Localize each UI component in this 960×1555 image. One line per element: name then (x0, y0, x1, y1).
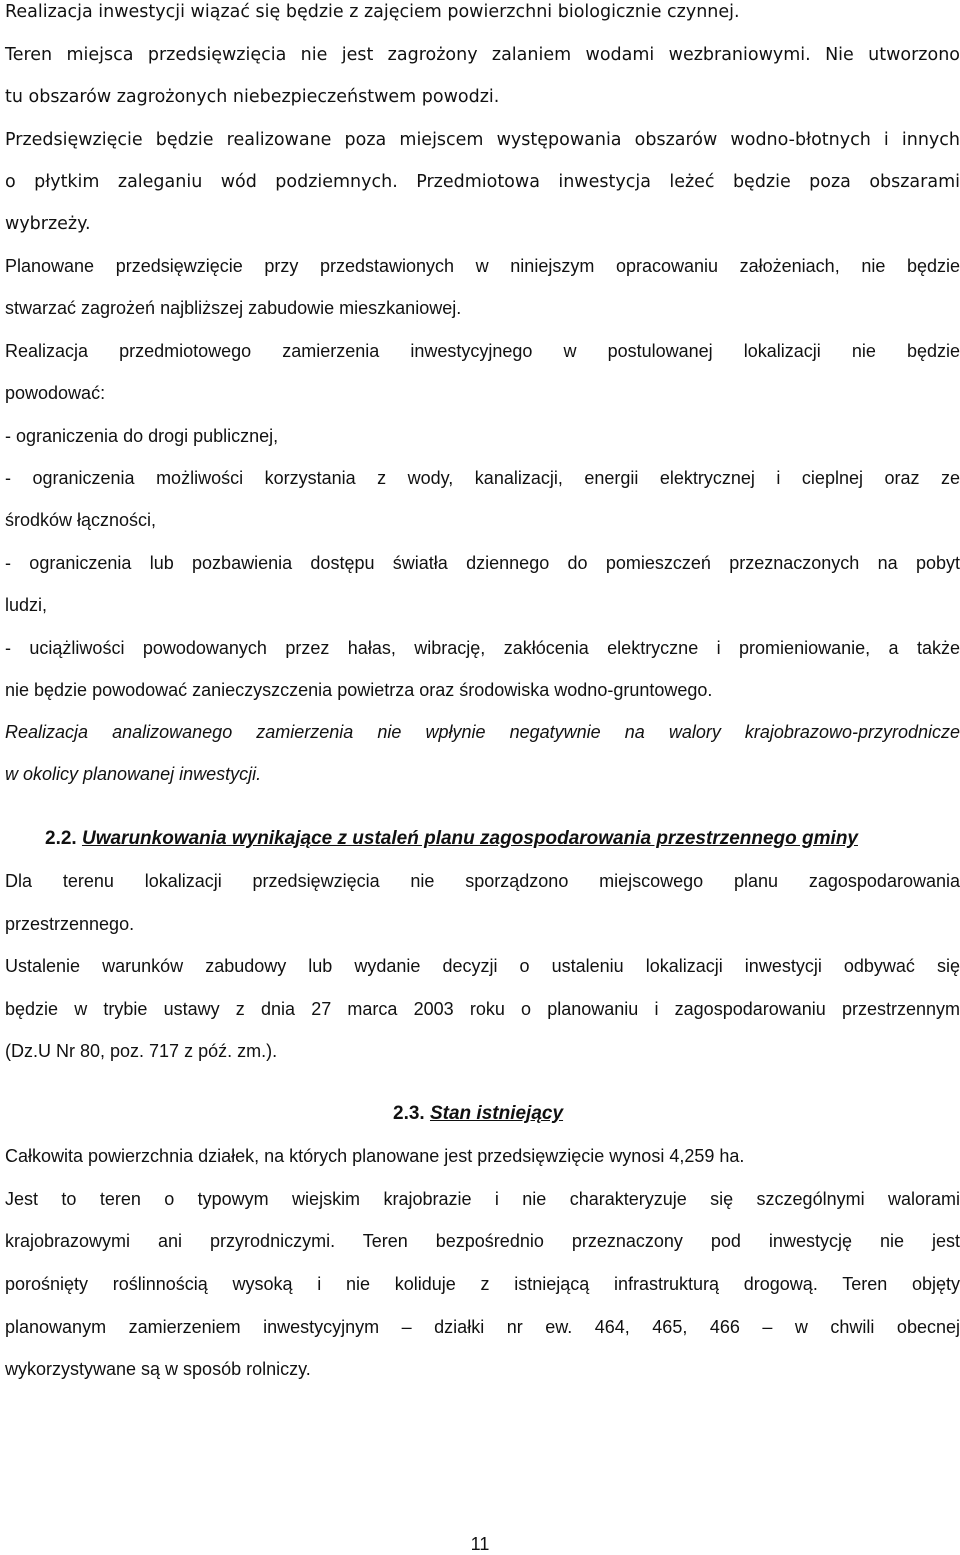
paragraph-line: Ustalenie warunków zabudowy lub wydanie decyzji o ustaleniu lokalizacji inwestycji odbywać się (5, 956, 960, 976)
paragraph-line: Całkowita powierzchnia działek, na których planowane jest przedsięwzięcie wynosi 4,259 ha. (5, 1146, 745, 1166)
paragraph-line: o płytkim zaleganiu wód podziemnych. Przedmiotowa inwestycja leżeć będzie poza obszarami (5, 172, 960, 192)
paragraph-line: stwarzać zagrożeń najbliższej zabudowie mieszkaniowej. (5, 298, 462, 318)
paragraph-line: Realizacja inwestycji wiązać się będzie z zajęciem powierzchni biologicznie czynnej. (5, 2, 740, 22)
paragraph-line: Realizacja analizowanego zamierzenia nie wpłynie negatywnie na walory krajobrazowo-przyrodnicze (5, 722, 960, 742)
list-item: - ograniczenia możliwości korzystania z wody, kanalizacji, energii elektrycznej i cieplnej oraz ze (5, 468, 960, 488)
page-number: 11 (470, 1534, 490, 1554)
paragraph-line: w okolicy planowanej inwestycji. (5, 764, 262, 784)
list-item: - ograniczenia lub pozbawienia dostępu światła dziennego do pomieszczeń przeznaczonych na pobyt (5, 553, 960, 573)
paragraph-line: porośnięty roślinnością wysoką i nie koliduje z istniejącą infrastrukturą drogową. Teren objęty (5, 1274, 960, 1294)
section-heading-2-2 (45, 828, 858, 850)
paragraph-line: Dla terenu lokalizacji przedsięwzięcia nie sporządzono miejscowego planu zagospodarowania (5, 871, 960, 891)
paragraph-line: Realizacja przedmiotowego zamierzenia inwestycyjnego w postulowanej lokalizacji nie będzie (5, 341, 960, 361)
paragraph-line: tu obszarów zagrożonych niebezpieczeństwem powodzi. (5, 87, 500, 107)
section-title: Uwarunkowania wynikające z ustaleń planu zagospodarowania przestrzennego gminy (81, 828, 858, 849)
paragraph-line: krajobrazowymi ani przyrodniczymi. Teren bezpośrednio przeznaczony pod inwestycję nie jest (5, 1231, 960, 1251)
section-title: Stan istniejący (429, 1103, 564, 1124)
paragraph-line: powodować: (5, 383, 106, 403)
list-item-continuation: środków łączności, (5, 510, 157, 530)
paragraph-line: Teren miejsca przedsięwzięcia nie jest zagrożony zalaniem wodami wezbraniowymi. Nie utworzono (5, 45, 960, 65)
list-item: - uciążliwości powodowanych przez hałas, wibrację, zakłócenia elektryczne i promieniowanie, a także (5, 638, 960, 658)
paragraph-line: będzie w trybie ustawy z dnia 27 marca 2003 roku o planowaniu i zagospodarowaniu przestrzennym (5, 999, 960, 1019)
paragraph-line: (Dz.U Nr 80, poz. 717 z póź. zm.). (5, 1041, 278, 1061)
paragraph-line: Przedsięwzięcie będzie realizowane poza miejscem występowania obszarów wodno-błotnych i innych (5, 130, 960, 150)
section-number: 2.2. (45, 828, 77, 849)
paragraph-line: wybrzeży. (5, 214, 91, 234)
paragraph-line: planowanym zamierzeniem inwestycyjnym – działki nr ew. 464, 465, 466 – w chwili obecnej (5, 1317, 960, 1337)
section-number: 2.3. (393, 1103, 425, 1124)
list-item-continuation: nie będzie powodować zanieczyszczenia powietrza oraz środowiska wodno-gruntowego. (5, 680, 713, 700)
list-item-continuation: ludzi, (5, 595, 48, 615)
paragraph-line: wykorzystywane są w sposób rolniczy. (5, 1359, 311, 1379)
section-heading-2-3 (393, 1103, 563, 1125)
paragraph-line: Planowane przedsięwzięcie przy przedstawionych w niniejszym opracowaniu założeniach, nie będzie (5, 256, 960, 276)
list-item: - ograniczenia do drogi publicznej, (5, 426, 279, 446)
paragraph-line: Jest to teren o typowym wiejskim krajobrazie i nie charakteryzuje się szczególnymi walorami (5, 1189, 960, 1209)
paragraph-line: przestrzennego. (5, 914, 135, 934)
